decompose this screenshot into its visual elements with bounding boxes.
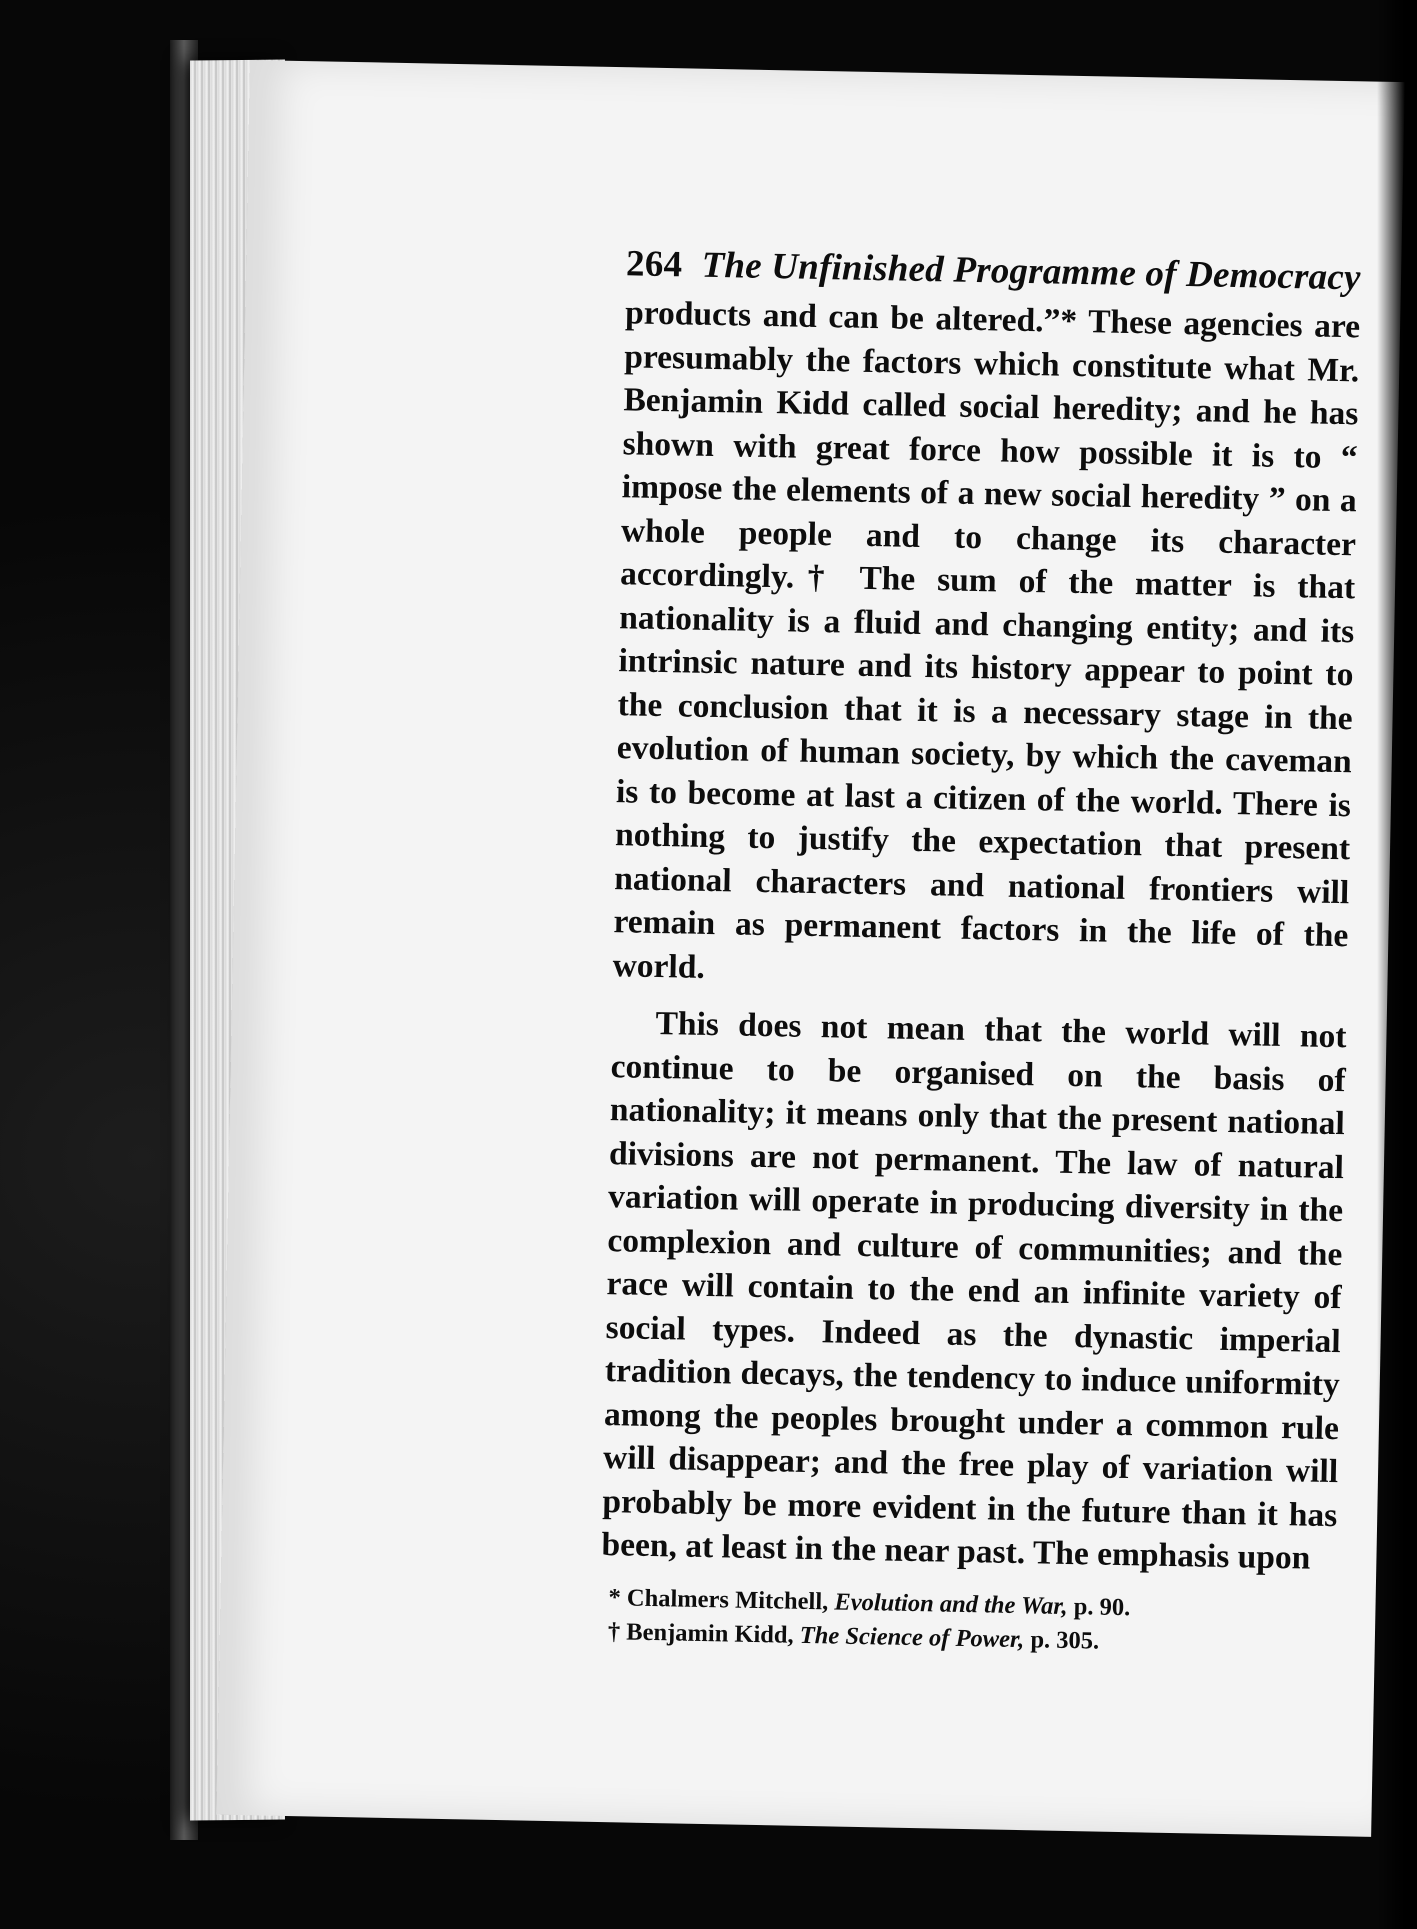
book-page (216, 60, 1404, 1837)
body-text (601, 291, 1360, 1580)
page-number: 264 (625, 243, 683, 286)
footnote-mark: † (607, 1617, 621, 1645)
footnote-work: Evolution and the War, (834, 1588, 1068, 1620)
footnote-author: Benjamin Kidd, (626, 1618, 794, 1649)
right-dark-edge (1377, 0, 1417, 1929)
footnote-page: p. 90. (1073, 1592, 1131, 1621)
paragraph-2: This does not mean that the world will not continue to be organised on the basis of nationality; it means only that the present national divisions are not permanent. The law of natural variation will operate in producing diversity in the complexion and culture of communities; and the race will contain to the end an infinite variety of social types. Indeed as the dynastic imperial tradition decays, the tendency to induce uniformity among the peoples brought under a common rule will disappear; and the free play of variation will probably be more evident in the future than it has been, at least in the near past. The emphasis upon (601, 1004, 1347, 1577)
footnote-page: p. 305. (1030, 1625, 1100, 1655)
running-title: The Unfinished Programme of Democracy (701, 244, 1361, 299)
paragraph-1: products and can be altered.”* These agencies are presumably the factors which constitute what Mr. Benjamin Kidd called social heredity; and he has shown with great force how possible it is to “ impose the elements of a new social heredity ” on a whole people and to change its character accordingly.† The sum of the matter is that nationality is a fluid and changing entity; and its intrinsic nature and its history appear to point to the conclusion that it is a necessary stage in the evolution of human society, by which the caveman is to become at last a citizen of the world. There is nothing to justify the expectation that present national characters and national frontiers will remain as permanent factors in the life of the world. (612, 294, 1361, 986)
footnote-author: Chalmers Mitchell, (626, 1584, 829, 1615)
running-head (626, 242, 1362, 299)
page-content (600, 242, 1362, 1662)
footnote-mark: * (608, 1583, 622, 1611)
footnote-work: The Science of Power, (799, 1621, 1025, 1653)
footnotes (600, 1581, 1336, 1663)
